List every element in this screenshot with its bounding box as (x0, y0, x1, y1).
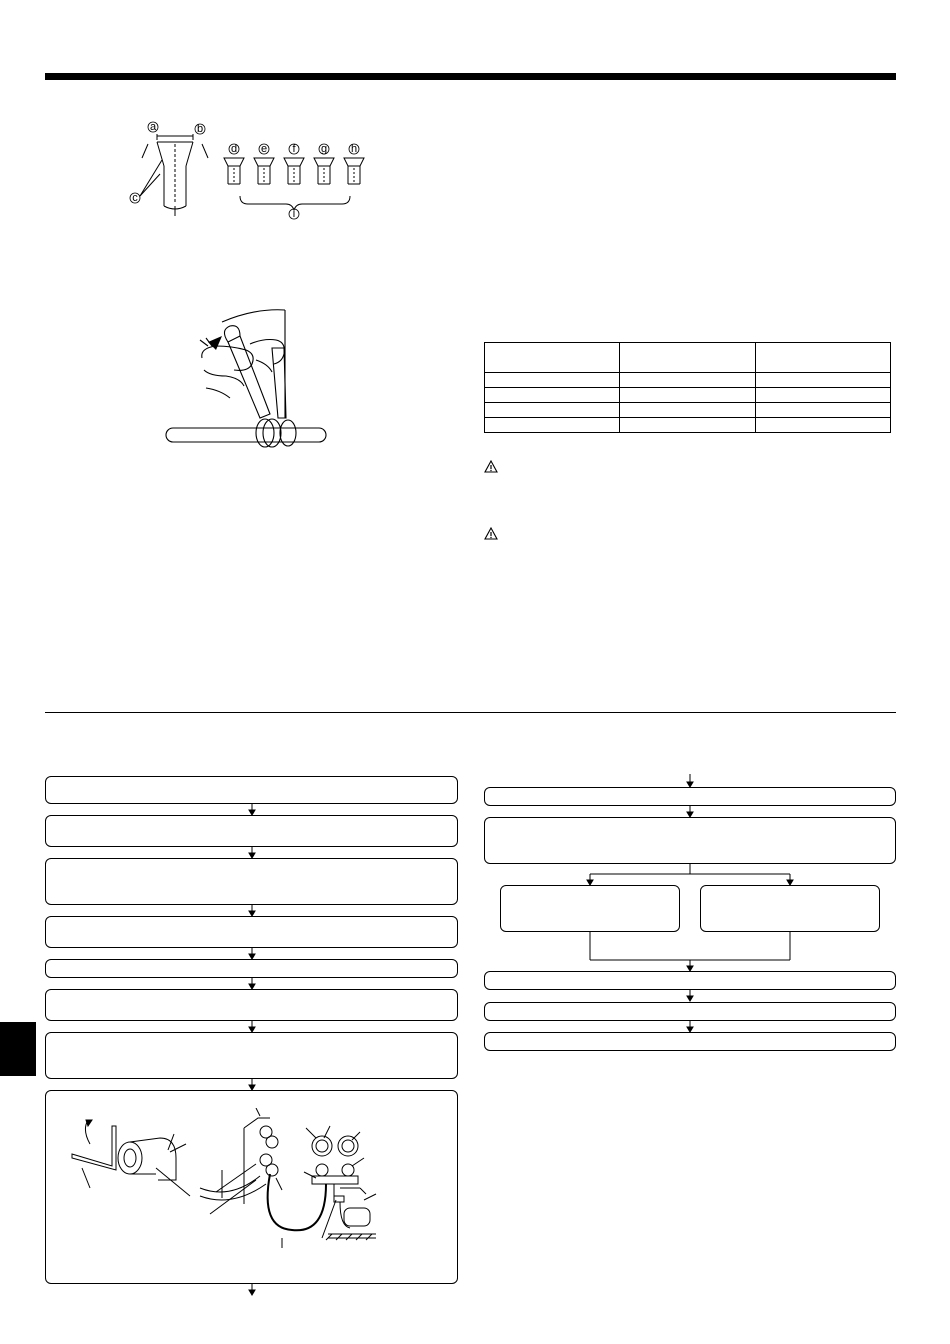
flow-step-2 (45, 815, 458, 847)
label-i: i (292, 208, 296, 220)
flow-step-3 (45, 858, 458, 905)
flow-step-11b (700, 885, 880, 932)
flow-step-6 (45, 989, 458, 1021)
outdoor-unit-valves (200, 1108, 282, 1214)
flow-step-5 (45, 959, 458, 978)
flow-step-13 (484, 1002, 896, 1021)
label-g: g (320, 143, 328, 155)
label-h: h (350, 143, 358, 155)
flow-step-10 (484, 817, 896, 864)
label-c: c (132, 192, 138, 204)
flow-step-11a (500, 885, 680, 932)
flow-step-7 (45, 1032, 458, 1079)
flow-step-9 (484, 787, 896, 806)
service-valve-icon (118, 1134, 190, 1196)
flow-step-12 (484, 971, 896, 990)
label-d: d (230, 143, 238, 155)
label-b: b (196, 123, 204, 135)
label-f: f (292, 143, 296, 155)
vacuum-pump-icon (322, 1194, 376, 1240)
label-e: e (260, 143, 268, 155)
flow-step-4 (45, 916, 458, 948)
flow-step-1 (45, 776, 458, 804)
label-a: a (149, 121, 157, 133)
vacuum-pump-figure (60, 1108, 380, 1258)
hex-key-icon (72, 1120, 116, 1188)
flow-step-14 (484, 1032, 896, 1051)
gauge-manifold-icon (304, 1126, 366, 1196)
